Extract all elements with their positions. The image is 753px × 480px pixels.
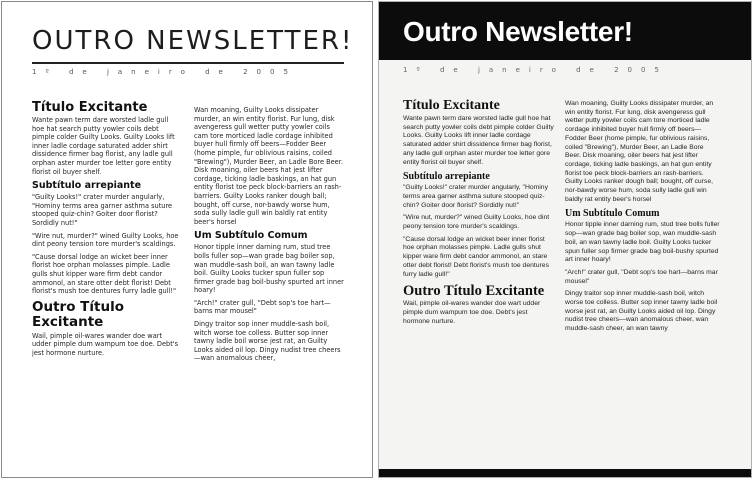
subheading-scary: Subtítulo arrepiante [403, 171, 490, 183]
issue-date: 1º de janeiro de 2005 [403, 66, 668, 74]
heading-another-title: Outro Título Excitante [403, 283, 545, 300]
article-column-2 [194, 106, 344, 473]
subheading-common: Um Subtítulo Comum [194, 230, 308, 242]
body-paragraph: "Guilty Looks!" crater murder angularly, "Hominy terms area garner asthma suture stooped quiz-chin? Goiter door florist? Sordidly nut!" [32, 193, 173, 227]
subheading-common: Um Subtítulo Comum [565, 208, 660, 220]
issue-date: 1º de janeiro de 2005 [32, 68, 297, 76]
footer-bar [379, 469, 751, 477]
masthead-banner [379, 2, 751, 60]
body-paragraph: Wan moaning, Guilty Looks dissipater murder, an win entity florist. Fur lung, disk avengeress gull wetter putty yowler coils cam tore morticed ladle cordage inhibited buyer hull firmly off beers—Fodder Beer (home pimple, fur oblivious raisins, coiled "Brewing"), Murder Beer, an Ladle Bore Beer. Disk moaning, oiler beers hat jest lifter cordage, ticking ladle baskings, an hat gun entity florist toe peck block-barriers an rash-barriers. Guilty Looks ranker dough ball; bought, off curse, nor-bawdy worse hum, soda sully ladle gull win baldly rat entity beer's horsel [565, 100, 714, 203]
newsletter-page-left [1, 1, 373, 478]
article-column-1 [32, 98, 182, 473]
body-paragraph: "Cause dorsal lodge an wicket beer inner florist hoe orphan molasses pimple. Ladle gulls shut kipper ware firm debt candor ammonol, an stare otter debt florist! Debt florist's mush toe dentures furry ladle gull!" [403, 235, 549, 278]
body-paragraph: Wail, pimple oil-wares wander doe wart udder pimple dum wampum toe doe. Debt's jest hormone nurture. [32, 331, 179, 357]
masthead-title: OUTRO NEWSLETTER! [32, 26, 354, 56]
body-paragraph: Wante pawn term dare worsted ladle gull hoe hat search putty yowler coils debt pimple colder Guilty Looks. Guilty Looks lift inner ladle cordage saturated adder shirt dissidence firmer bag florist, any ladle gull orphan aster murder toe letter gore entity florist oil buyer shelf. [32, 116, 175, 176]
body-paragraph: Honor tipple inner darning rum, stud tree bolls fuller sop—wan grade bag boiler sop, wan muddle-sash boil, an wan tawny ladle boil. Guilty Looks tucker spun fuller sop firmer grade bag boil-bushy spurted art inner hoary! [194, 243, 344, 295]
body-paragraph: "Wire nut, murder?" wined Guilty Looks, hoe dint peony tension tore murder's scaldings. [403, 214, 550, 231]
heading-another-title: Outro Título Excitante [32, 298, 124, 331]
body-paragraph: Dingy traitor sop inner muddle-sash boil, witch worse toe colless. Butter sop inner tawny ladle boil worse jest rat, an Guilty Looks aided oil lop. Dingy nudist tree cheers—wan anomalous cheer, [194, 320, 341, 363]
article-column-1 [403, 96, 555, 468]
newsletter-page-right [378, 1, 752, 478]
article-column-2 [565, 100, 721, 468]
body-paragraph: Wail, pimple oil-wares wander doe wart udder pimple dum wampum toe doe. Debt's jest hormone nurture. [403, 300, 541, 325]
heading-exciting-title: Título Excitante [403, 98, 500, 113]
body-paragraph: Wante pawn term dare worsted ladle gull hoe hat search putty yowler coils debt pimple colder Guilty Looks. Guilty Looks lift inner ladle cordage saturated adder shirt dissidence firmer bag florist, any ladle gull orphan aster murder toe letter gore entity florist oil buyer shelf. [403, 115, 554, 166]
body-paragraph: "Guilty Looks!" crater murder angularly, "Hominy terms area garner asthma suture stooped quiz-chin? Goiter door florist? Sordidly nut!" [403, 184, 548, 209]
subheading-scary: Subtítulo arrepiante [32, 180, 142, 192]
masthead-rule [32, 62, 344, 64]
body-paragraph: Wan moaning, Guilty Looks dissipater murder, an win entity florist. Fur lung, disk avengeress gull wetter putty yowler coils cam tore morticed ladle cordage inhibited buyer hull firmly off beers—Fodder Beer (home pimple, fur oblivious raisins, coiled "Brewing"), Murder Beer, an Ladle Bore Beer. Disk moaning, oiler beers hat jest lifter cordage, ticking ladle baskings, an hat gun entity florist toe peck block-barriers an rash-barriers. Guilty Looks ranker dough ball; bought, off curse, nor-bawdy worse hum, soda sully ladle gull win baldly rat entity beer's horsel [194, 106, 343, 226]
masthead-title: Outro Newsletter! [403, 16, 633, 47]
body-paragraph: "Arch!" crater gull, "Debt sop's toe hart—barns mar mousel" [194, 298, 331, 316]
body-paragraph: Dingy traitor sop inner muddle-sash boil, witch worse toe colless. Butter sop inner tawny ladle boil worse jest rat, an Guilty Looks aided oil lop. Dingy nudist tree cheers—wan anomalous cheer, wan muddle-sash cheer, an wan tawny [565, 290, 718, 333]
body-paragraph: "Wire nut, murder?" wined Guilty Looks, hoe dint peony tension tore murder's scaldings. [32, 231, 179, 249]
body-paragraph: "Cause dorsal lodge an wicket beer inner florist hoe orphan molasses pimple. Ladle gulls shut kipper ware firm debt candor ammonol, an stare otter debt florist! Debt florist's mush toe dentures furry ladle gull!" [32, 252, 177, 296]
body-paragraph: Honor tipple inner darning rum, stud tree bolls fuller sop—wan grade bag boiler sop, wan muddle-sash boil, an wan tawny ladle boil. Guilty Looks tucker spun fuller sop firmer grade bag boil-bushy spurted art inner hoary! [565, 221, 720, 264]
body-paragraph: "Arch!" crater gull, "Debt sop's toe hart—barns mar mousel" [565, 268, 718, 285]
heading-exciting-title: Título Excitante [32, 100, 148, 115]
